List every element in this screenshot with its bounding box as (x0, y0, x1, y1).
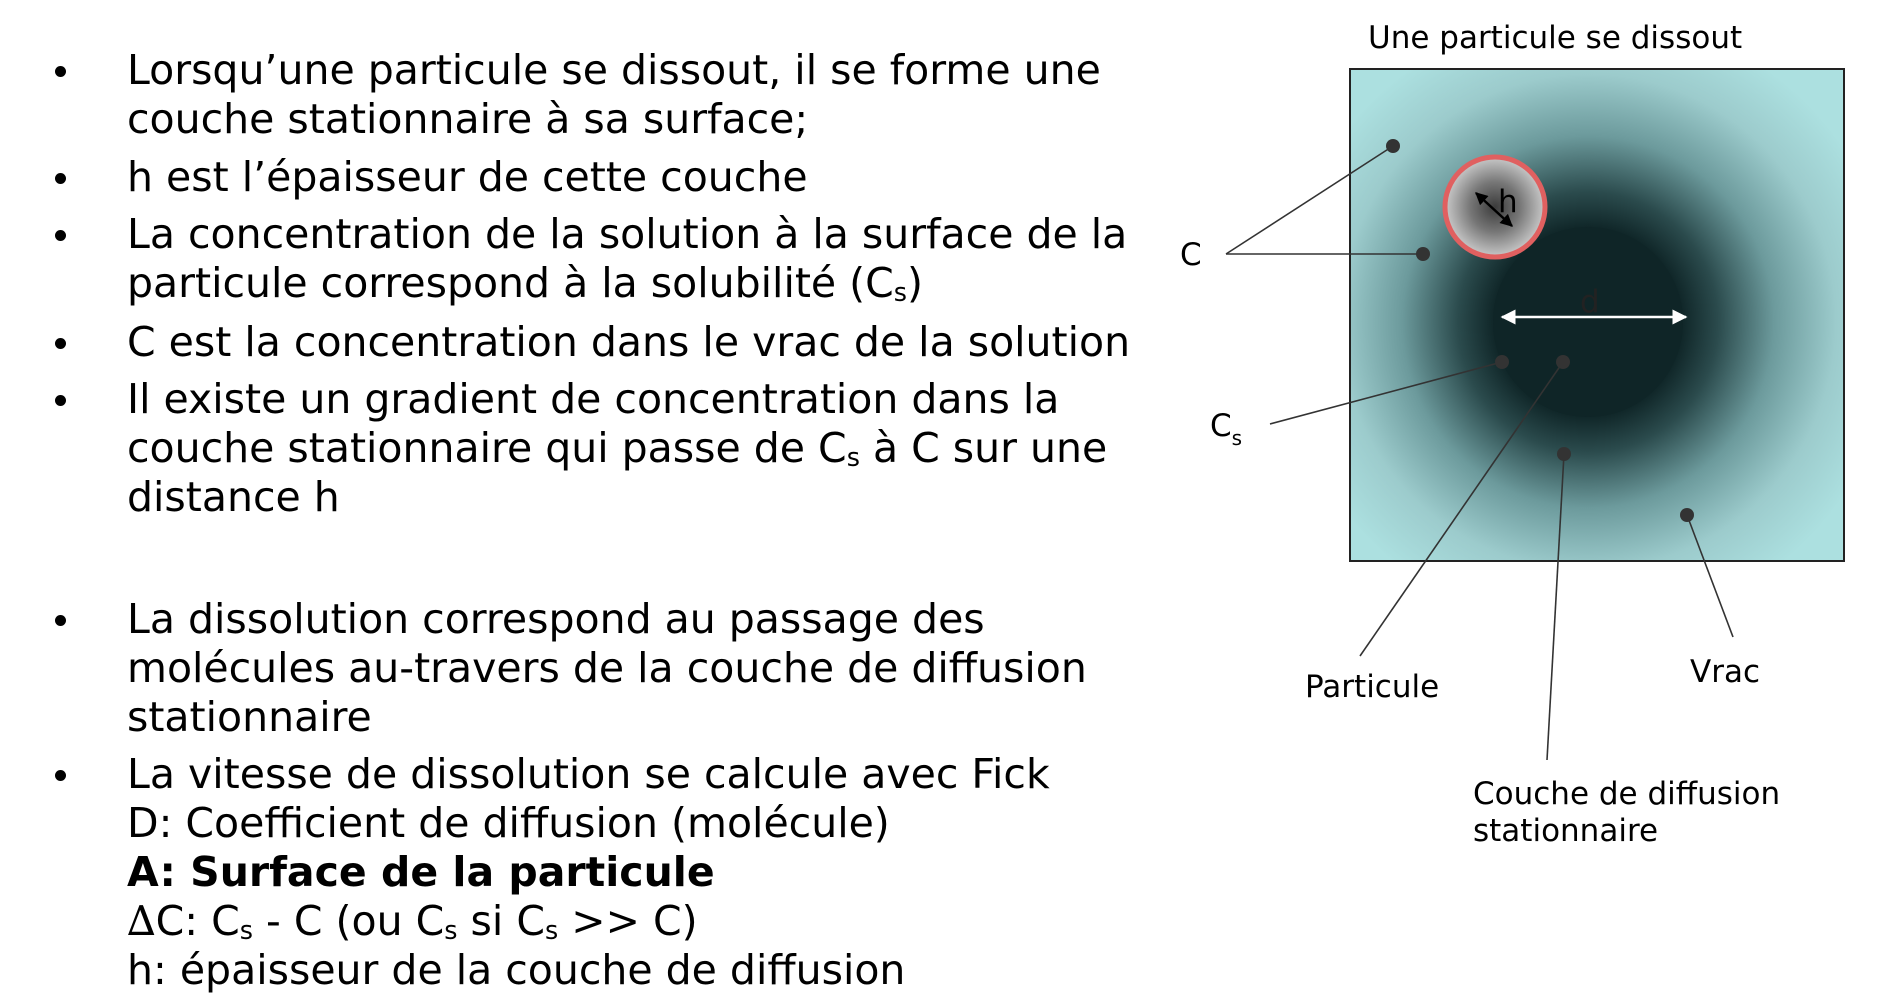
zoom-circle (1445, 157, 1545, 257)
label-cs: $C_s$ (1210, 408, 1243, 450)
label-vrac: Vrac (1690, 654, 1760, 690)
d-label: d (1580, 284, 1600, 320)
particle-core (1493, 227, 1683, 417)
label-c: C (1180, 237, 1202, 273)
bullet-text: Lorsqu’une particule se dissout, il se forme une couche stationnaire à sa surface; (127, 46, 1101, 143)
label-particule: Particule (1305, 669, 1440, 705)
bullet-text: La concentration de la solution à la surface de la particule correspond à la solubilité $(C_s)$ (127, 210, 1128, 307)
bullet-text: C est la concentration dans le vrac de la solution (127, 318, 1131, 366)
bullet-text: h est l’épaisseur de cette couche (127, 153, 808, 201)
bullet-text: La dissolution correspond au passage des molécules au-travers de la couche de diffusion stationnaire (127, 595, 1087, 741)
h-label: h (1498, 184, 1518, 220)
bullet-text: La vitesse de dissolution se calcule avec Fick D: Coefficient de diffusion (molécule) A: Surface de la particule ∆C: $C_s$ - C (ou $C_s$ si $C_s >> C$) h: épaisseur de la couche de diffusion (127, 750, 1050, 994)
label-couche-line1: Couche de diffusion (1473, 776, 1781, 812)
diagram-title: Une particule se dissout (1368, 20, 1743, 56)
bullet-text: Il existe un gradient de concentration dans la couche stationnaire qui passe de $C_s$ à C sur une distance h (127, 375, 1108, 521)
label-couche-line2: stationnaire (1473, 813, 1659, 849)
